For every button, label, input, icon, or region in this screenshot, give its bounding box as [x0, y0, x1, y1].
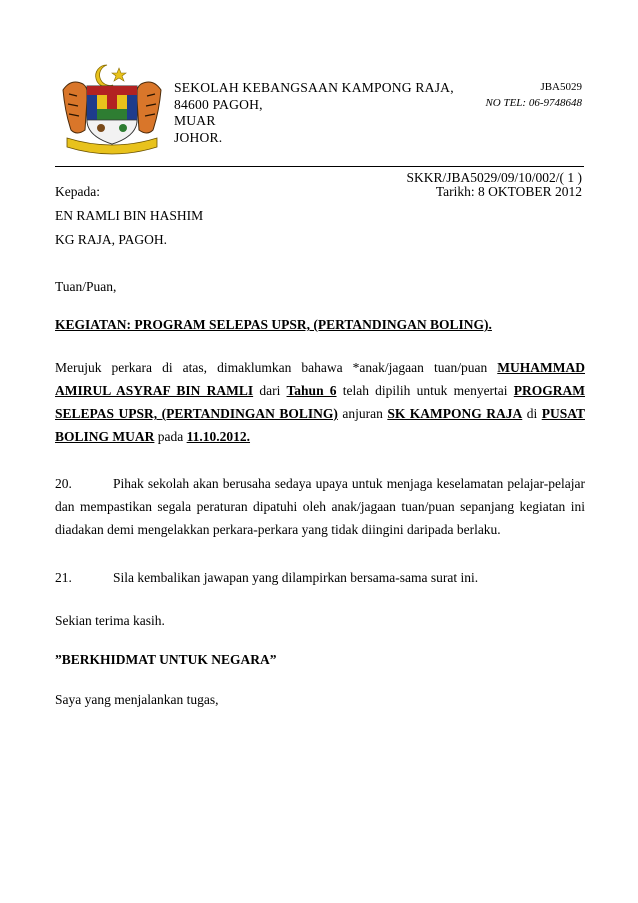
p1-text-3: telah dipilih untuk menyertai — [336, 383, 514, 398]
p1-text-5: di — [522, 406, 542, 421]
recipient-address: KG RAJA, PAGOH. — [55, 232, 168, 247]
p1-text-1: Merujuk perkara di atas, dimaklumkan bahawa *anak/jagaan tuan/puan — [55, 360, 498, 375]
reference-number: SKKR/JBA5029/09/10/002/( 1 ) — [406, 170, 582, 185]
p1-text-4: anjuran — [337, 406, 388, 421]
school-address — [174, 80, 454, 146]
school-code: JBA5029 — [540, 81, 582, 93]
program-name: PROGRAM SELEPAS UPSR, (PERTANDINGAN BOLING) — [55, 383, 586, 421]
letter-subject: KEGIATAN: PROGRAM SELEPAS UPSR, (PERTANDINGAN BOLING). — [55, 317, 492, 332]
school-phone: NO TEL: 06-9748648 — [485, 97, 582, 109]
student-class: Tahun 6 — [286, 383, 337, 398]
recipient-name: EN RAMLI BIN HASHIM — [55, 208, 204, 223]
paragraph-2-number: 20. — [55, 476, 72, 491]
student-name: MUHAMMAD AMIRUL ASYRAF BIN RAMLI — [55, 360, 585, 398]
paragraph-3-text: Sila kembalikan jawapan yang dilampirkan bersama-sama surat ini. — [113, 570, 479, 585]
motto: ”BERKHIDMAT UNTUK NEGARA” — [55, 652, 277, 667]
p1-text-6: pada — [154, 429, 187, 444]
organizer: SK KAMPONG RAJA — [387, 406, 523, 421]
paragraph-2-text: Pihak sekolah akan berusaha sedaya upaya untuk menjaga keselamatan pelajar-pelajar dan mempastikan segala peraturan dipatuhi oleh anak/jagaan tuan/puan sepanjang kegiatan ini diadakan demi mengelakkan perkara-perkara yang tidak diingini daripada berlaku. — [55, 476, 585, 537]
letter-date: Tarikh: 8 OKTOBER 2012 — [435, 184, 582, 199]
p1-text-2: dari — [253, 383, 287, 398]
paragraph-1 — [55, 356, 585, 448]
address-postcode: 84600 PAGOH, — [174, 96, 263, 112]
paragraph-3 — [55, 566, 585, 589]
school-name: SEKOLAH KEBANGSAAN KAMPONG RAJA, — [174, 80, 454, 95]
event-date: 11.10.2012. — [186, 429, 251, 444]
closing: Sekian terima kasih. — [55, 613, 165, 628]
signoff: Saya yang menjalankan tugas, — [55, 692, 219, 707]
venue: PUSAT BOLING MUAR — [55, 406, 585, 444]
address-state: JOHOR. — [174, 129, 223, 145]
address-district: MUAR — [174, 113, 216, 128]
salutation: Tuan/Puan, — [55, 279, 117, 294]
kepada-label: Kepada: — [55, 184, 100, 199]
header-divider — [55, 166, 584, 167]
paragraph-3-number: 21. — [55, 570, 72, 585]
coat-of-arms-icon — [57, 62, 167, 156]
paragraph-2 — [55, 472, 585, 541]
